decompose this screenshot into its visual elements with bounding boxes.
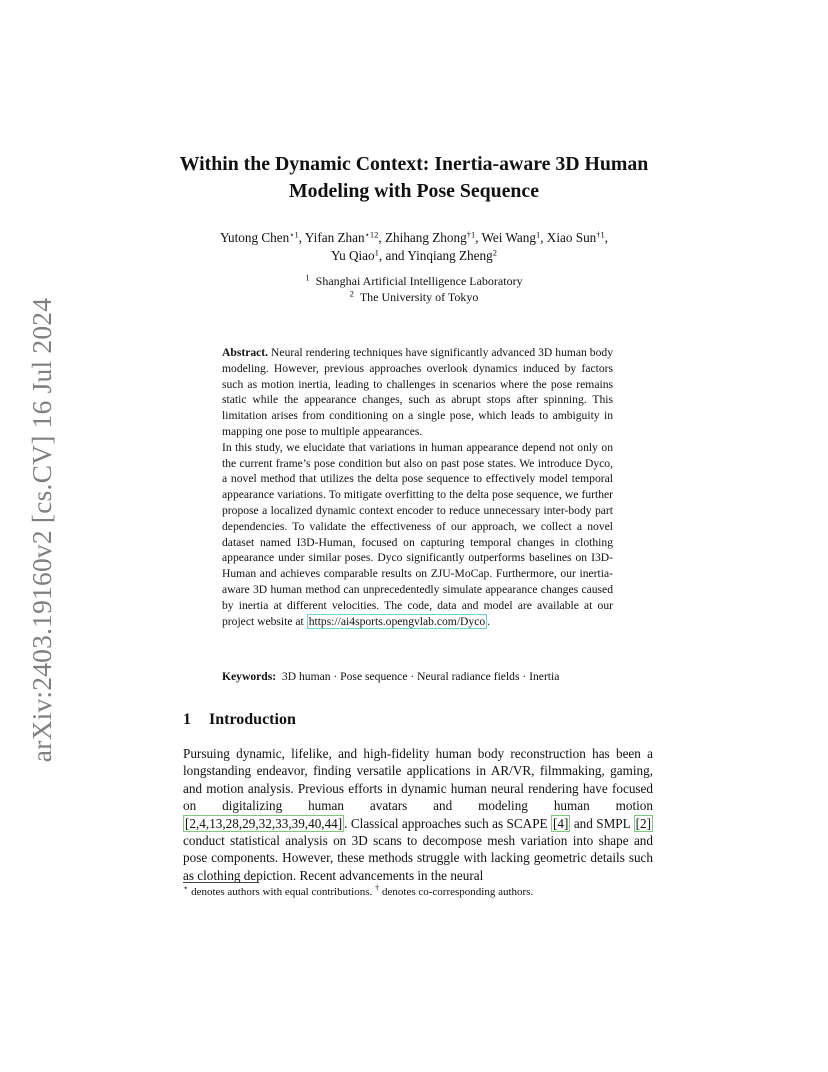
- author-name: Yu Qiao: [331, 248, 375, 263]
- affiliation: [150, 274, 678, 290]
- section-title: Introduction: [209, 711, 296, 728]
- footnote-text: denotes co-corresponding authors.: [382, 886, 534, 898]
- author-connector: and: [385, 248, 405, 263]
- affiliation-number: 2: [349, 287, 354, 298]
- section-heading: [183, 711, 296, 729]
- section-number: 1: [183, 711, 191, 728]
- footnote-star: ⋆: [183, 882, 189, 893]
- keywords-text: 3D human · Pose sequence · Neural radiance fields · Inertia: [281, 670, 560, 683]
- abstract-end: .: [487, 614, 491, 628]
- author-name: Zhihang Zhong: [385, 230, 467, 245]
- author-mark: †1: [596, 229, 605, 240]
- citation-number: 4: [557, 815, 564, 831]
- keywords-label: Keywords:: [222, 670, 277, 683]
- citation-list: 2,4,13,28,29,32,33,39,40,44: [189, 815, 338, 831]
- author-mark: ⋆1: [289, 229, 299, 240]
- citation-number: 2: [640, 815, 647, 831]
- author-mark: 1: [374, 247, 379, 258]
- abstract-label: Abstract.: [222, 346, 269, 359]
- affiliation-list: [150, 274, 678, 305]
- affiliation-number: 1: [305, 272, 310, 283]
- author-name: Yutong Chen: [219, 230, 290, 245]
- body-text: Pursuing dynamic, lifelike, and high-fidelity human body reconstruction has been a longstanding endeavor, finding versatile applications in AR/VR, filmmaking, gaming, and motion analysis. Previous efforts in dynamic human neural rendering have focused on digitalizing human avatars and modeling human motion: [183, 746, 653, 814]
- affiliation-name: Shanghai Artificial Intelligence Laboratory: [315, 274, 523, 288]
- abstract-text: Neural rendering techniques have significantly advanced 3D human body modeling. However, previous approaches overlook dynamics induced by factors such as motion inertia, leading to challenges in scenarios where the pose remains static while the appearance changes, such as abrupt stops after spinning. This limitation arises from conditioning on a single pose, which leads to ambiguity in mapping one pose to multiple appearances.: [222, 346, 613, 438]
- arxiv-identifier: arXiv:2403.19160v2 [cs.CV] 16 Jul 2024: [26, 297, 57, 763]
- intro-body: [183, 745, 653, 884]
- citation-link[interactable]: [2,4,13,28,29,32,33,39,40,44]: [185, 815, 343, 831]
- author-name: Yinqiang Zheng: [407, 248, 493, 263]
- body-text: conduct statistical analysis on 3D scans to decompose mesh variation into shape and pose components. However, these methods struggle with lacking geometric details such as clothing depiction. Recent advancements in the neural: [183, 833, 653, 883]
- footnote: [183, 882, 653, 899]
- abstract: [222, 345, 613, 629]
- body-text: and SMPL: [573, 815, 631, 831]
- paper-title: Within the Dynamic Context: Inertia-aware 3D Human Modeling with Pose Sequence: [179, 153, 649, 202]
- keywords: [222, 669, 613, 684]
- footnote-text: denotes authors with equal contributions.: [191, 886, 373, 898]
- author-mark: 2: [492, 247, 497, 258]
- affiliation-name: The University of Tokyo: [359, 289, 479, 304]
- footnote-dagger: †: [375, 882, 380, 893]
- author-list: Yutong Chen$^{⋆1}$, Yifan Zhan$^{⋆12}$, Zhihang Zhong$^{\dagger 1}$, Wei Wang$^1$, Xiao Sun$^{\dagger 1}$, Yu Qiao$^1$, and Yinqiang Zheng$^2$: [219, 229, 609, 263]
- author-mark: 1: [535, 229, 541, 240]
- arxiv-sidebar-stamp: [22, 297, 62, 763]
- author-mark: ⋆12: [364, 229, 379, 240]
- footnote-rule: [183, 882, 259, 883]
- author-name: Wei Wang: [481, 230, 536, 245]
- citation-link[interactable]: [2]: [635, 815, 652, 831]
- affiliation: [150, 287, 678, 306]
- abstract-paragraph: [222, 345, 613, 440]
- project-website-link[interactable]: https://ai4sports.opengvlab.com/Dyco: [308, 614, 486, 628]
- citation-link[interactable]: [4]: [553, 815, 569, 831]
- body-text: . Classical approaches such as SCAPE: [344, 815, 548, 831]
- author-mark: †1: [466, 229, 476, 240]
- abstract-text: In this study, we elucidate that variations in human appearance depend not only on the current frame’s pose condition but also on past pose states. We introduce Dyco, a novel method that utilizes the delta pose sequence to effectively model temporal appearance variations. To mitigate overfitting to the delta pose sequence, we further propose a localized dynamic context encoder to reduce unnecessary inter-body part dependencies. To validate the effectiveness of our approach, we collect a novel dataset named I3D-Human, focused on capturing temporal changes in clothing appearance under similar poses. Dyco significantly outperforms baselines on I3D-Human and achieves comparable results on ZJU-MoCap. Furthermore, our inertia-aware 3D human method can unprecedentedly simulate appearance changes caused by inertia at different velocities. The code, data and model are available at our project website at: [222, 440, 613, 628]
- author-name: Xiao Sun: [546, 230, 597, 245]
- intro-paragraph: [183, 745, 653, 884]
- author-name: Yifan Zhan: [304, 230, 365, 245]
- abstract-paragraph: [222, 440, 613, 630]
